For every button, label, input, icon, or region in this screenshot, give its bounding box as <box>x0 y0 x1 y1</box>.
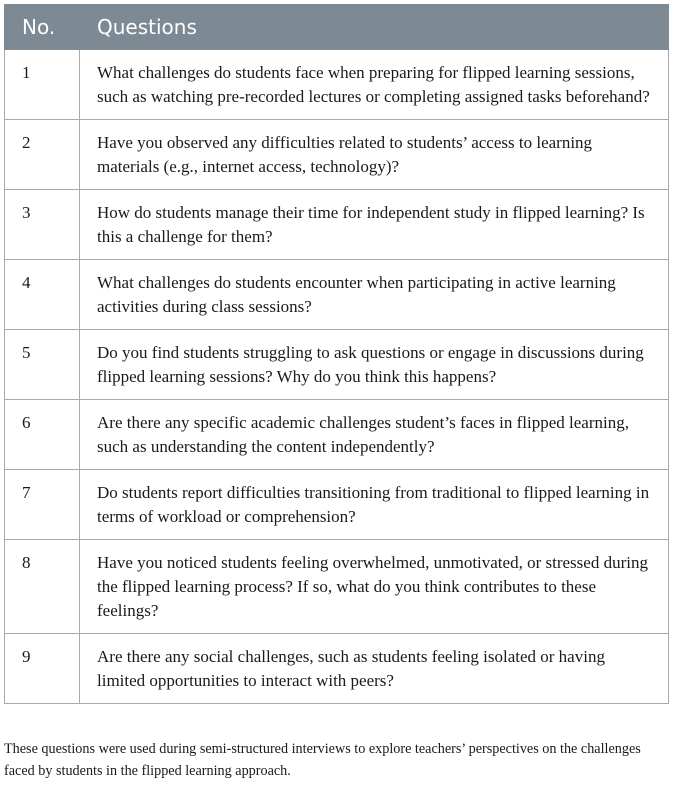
row-question: What challenges do students encounter when participating in active learning activities during class sessions? <box>80 260 669 330</box>
row-question: Are there any social challenges, such as students feeling isolated or having limited opportunities to interact with peers? <box>80 634 669 704</box>
header-no: No. <box>5 5 80 50</box>
table-footnote: These questions were used during semi-structured interviews to explore teachers’ perspectives on the challenges faced by students in the flipped learning approach. <box>4 741 641 779</box>
row-question: Have you observed any difficulties related to students’ access to learning materials (e.g., internet access, technology)? <box>80 120 669 190</box>
row-number: 6 <box>5 400 80 470</box>
row-question: Are there any specific academic challenges student’s faces in flipped learning, such as understanding the content independently? <box>80 400 669 470</box>
table-row <box>5 470 669 540</box>
row-number: 8 <box>5 540 80 634</box>
row-number: 4 <box>5 260 80 330</box>
row-question: Do students report difficulties transitioning from traditional to flipped learning in terms of workload or comprehension? <box>80 470 669 540</box>
row-question: What challenges do students face when preparing for flipped learning sessions, such as watching pre-recorded lectures or completing assigned tasks beforehand? <box>80 50 669 120</box>
table-row <box>5 400 669 470</box>
row-question: How do students manage their time for independent study in flipped learning? Is this a challenge for them? <box>80 190 669 260</box>
row-question: Do you find students struggling to ask questions or engage in discussions during flipped learning sessions? Why do you think this happens? <box>80 330 669 400</box>
questions-table-container <box>4 4 668 704</box>
table-row <box>5 190 669 260</box>
row-number: 3 <box>5 190 80 260</box>
row-number: 9 <box>5 634 80 704</box>
table-header-row <box>5 5 669 50</box>
questions-table <box>4 4 669 704</box>
table-row <box>5 634 669 704</box>
row-number: 5 <box>5 330 80 400</box>
table-row <box>5 260 669 330</box>
table-row <box>5 540 669 634</box>
header-questions: Questions <box>80 5 669 50</box>
row-number: 1 <box>5 50 80 120</box>
row-number: 7 <box>5 470 80 540</box>
table-row <box>5 330 669 400</box>
row-question: Have you noticed students feeling overwhelmed, unmotivated, or stressed during the flipped learning process? If so, what do you think contributes to these feelings? <box>80 540 669 634</box>
row-number: 2 <box>5 120 80 190</box>
table-row <box>5 50 669 120</box>
table-row <box>5 120 669 190</box>
